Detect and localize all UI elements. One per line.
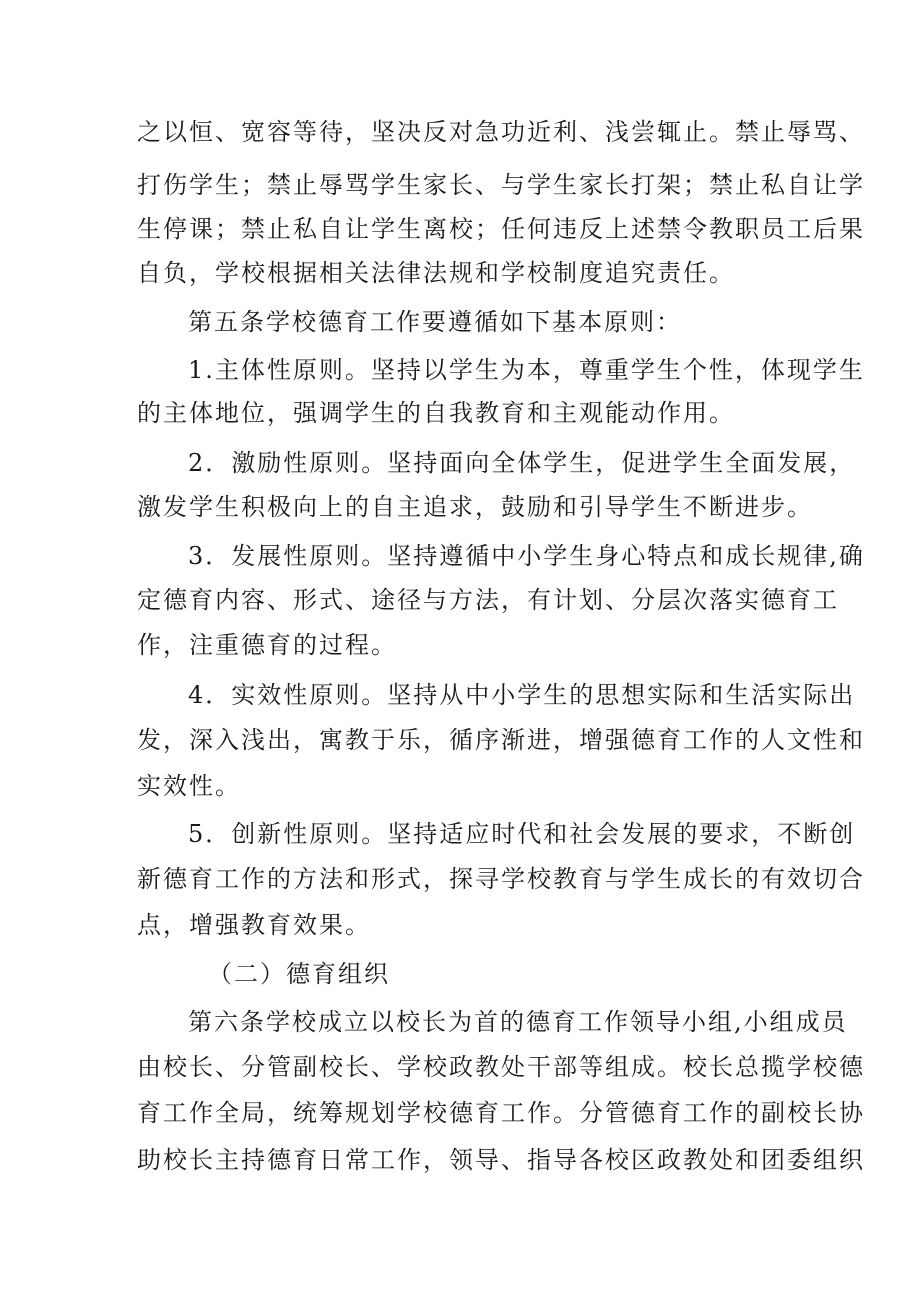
text-line: 自负，学校根据相关法律法规和学校制度追究责任。	[137, 259, 735, 287]
text-line: 定德育内容、形式、途径与方法，有计划、分层次落实德育工	[137, 586, 839, 614]
text-line: 之以恒、宽容等待，坚决反对急功近利、浅尝辄止。禁止辱骂、	[137, 118, 865, 146]
text-line: 的主体地位，强调学生的自我教育和主观能动作用。	[137, 399, 735, 427]
text-line: 实效性。	[137, 772, 241, 800]
text-line: 作，注重德育的过程。	[137, 631, 397, 659]
text-line: 助校长主持德育日常工作，领导、指导各校区政教处和团委组织	[137, 1146, 865, 1174]
text-line: 发，深入浅出，寓教于乐，循序渐进，增强德育工作的人文性和	[137, 726, 865, 754]
text-line: 点，增强教育效果。	[137, 911, 371, 939]
text-line: 4．实效性原则。坚持从中小学生的思想实际和生活实际出	[188, 681, 856, 709]
text-line: 激发学生积极向上的自主追求，鼓励和引导学生不断进步。	[137, 493, 813, 521]
text-line: 新德育工作的方法和形式，探寻学校教育与学生成长的有效切合	[137, 865, 865, 893]
article-heading: 第五条学校德育工作要遵循如下基本原则：	[188, 308, 682, 336]
text-line: 育工作全局，统筹规划学校德育工作。分管德育工作的副校长协	[137, 1099, 865, 1127]
text-line: 1.主体性原则。坚持以学生为本，尊重学生个性，体现学生	[188, 356, 865, 384]
article-heading: 第六条学校成立以校长为首的德育工作领导小组,小组成员	[188, 1008, 848, 1036]
text-line: 打伤学生；禁止辱骂学生家长、与学生家长打架；禁止私自让学	[137, 171, 865, 199]
section-heading: （二）德育组织	[208, 960, 390, 988]
text-line: 3．发展性原则。坚持遵循中小学生身心特点和成长规律,确	[188, 542, 865, 570]
text-line: 5．创新性原则。坚持适应时代和社会发展的要求，不断创	[188, 820, 856, 848]
text-line: 2．激励性原则。坚持面向全体学生，促进学生全面发展，	[188, 449, 856, 477]
text-line: 由校长、分管副校长、学校政教处干部等组成。校长总揽学校德	[137, 1053, 865, 1081]
text-line: 生停课；禁止私自让学生离校；任何违反上述禁令教职员工后果	[137, 215, 865, 243]
